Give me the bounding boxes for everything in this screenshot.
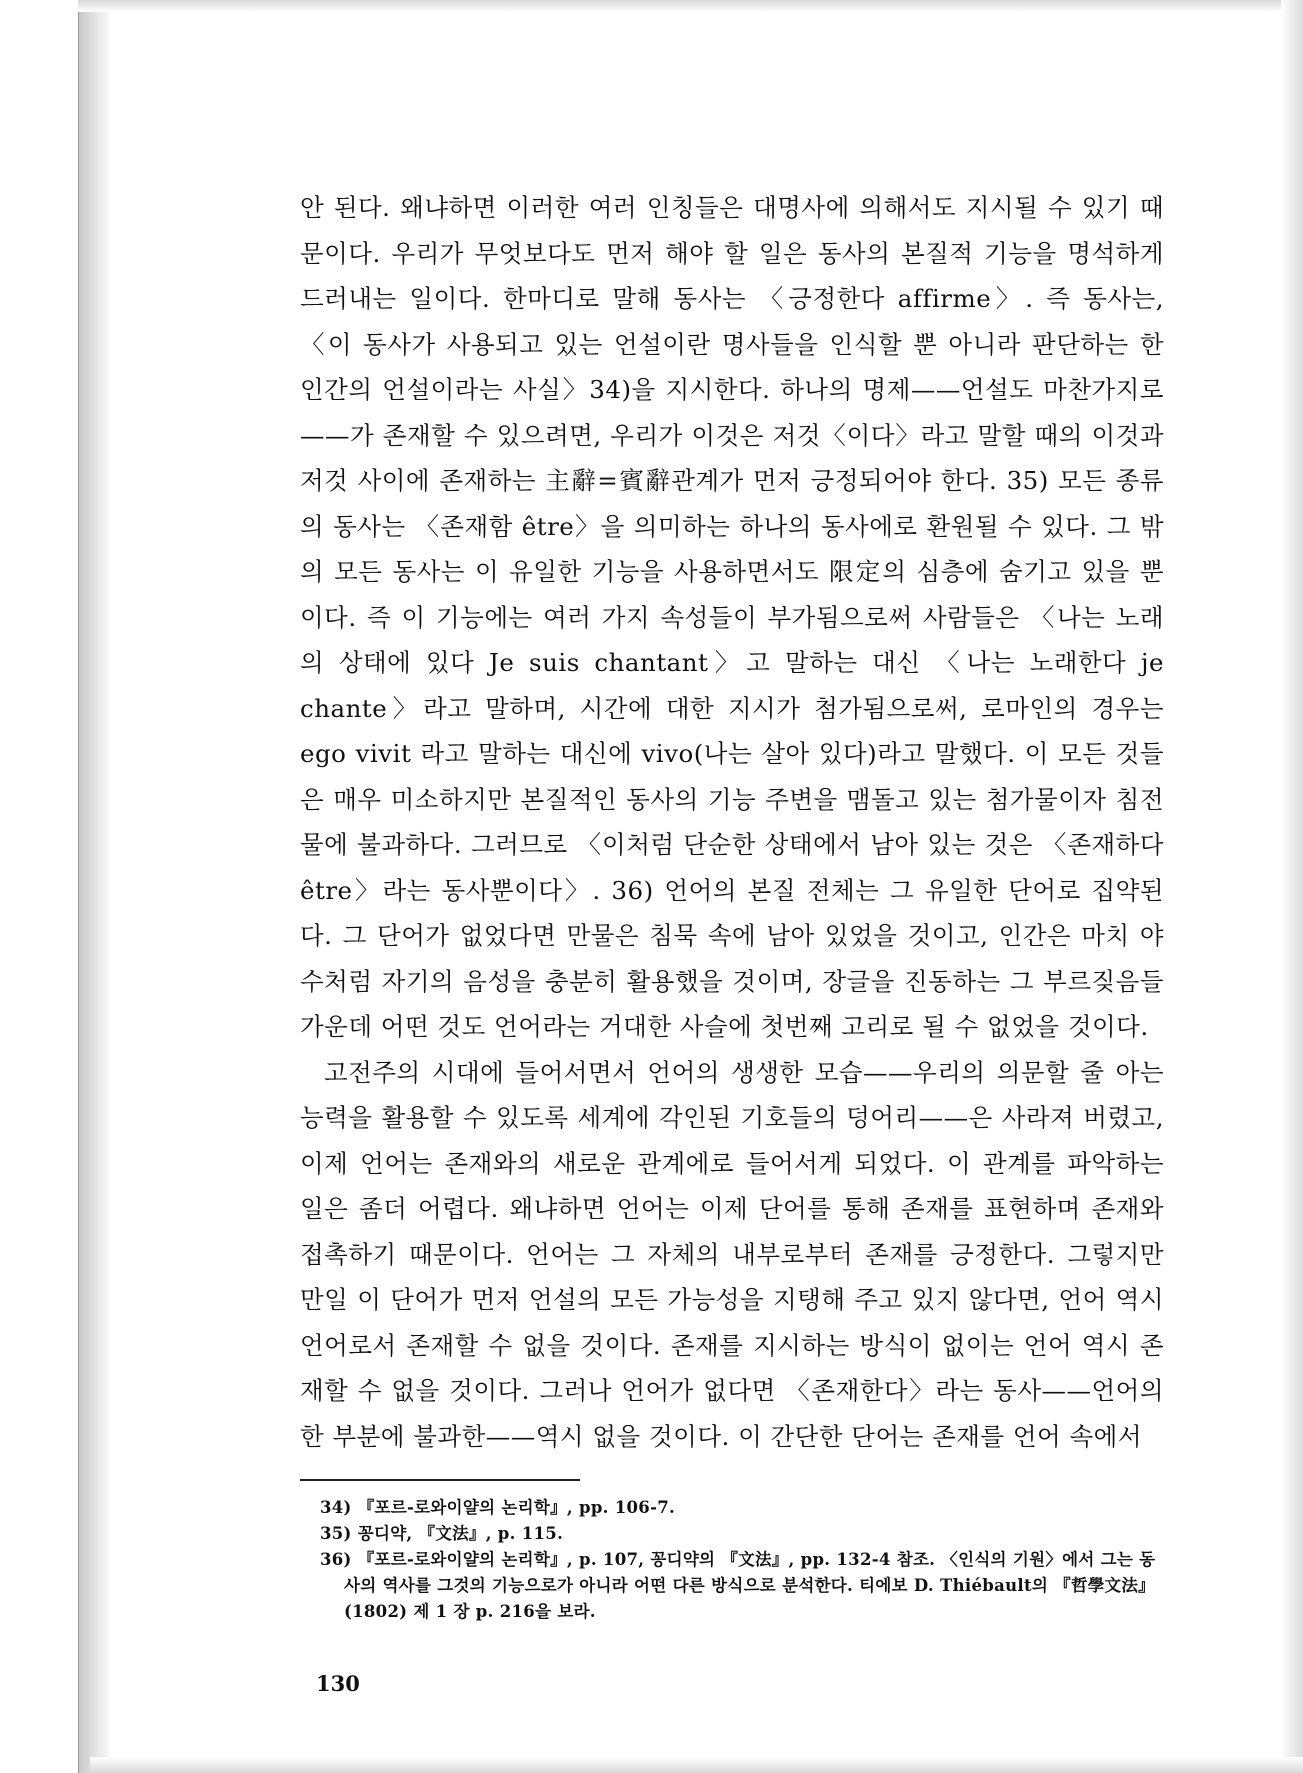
footnote-36: 36) 『포르-로와이얄의 논리학』, p. 107, 꽁디약의 『文法』, pp. 132-4 참조. 〈인식의 기원〉에서 그는 동사의 역사를 그것의 기능으로가 아니라 어떤 다른 방식으로 분석한다. 티에보 D. Thiébault의 『哲學文法』(1802) 제 1 장 p. 216을 보라. — [320, 1550, 1156, 1621]
page-right-shadow — [1281, 0, 1303, 1773]
book-page — [300, 185, 1164, 1696]
paragraph-1: 안 된다. 왜냐하면 이러한 여러 인칭들은 대명사에 의해서도 지시될 수 있기 때문이다. 우리가 무엇보다도 먼저 해야 할 일은 동사의 본질적 기능을 명석하게 드러내는 일이다. 한마디로 말해 동사는 〈긍정한다 affirme〉. 즉 동사는, 〈이 동사가 사용되고 있는 언설이란 명사들을 인식할 뿐 아니라 판단하는 한 인간의 언설이라는 사실〉34)을 지시한다. 하나의 명제——언설도 마찬가지로——가 존재할 수 있으려면, 우리가 이것은 저것〈이다〉라고 말할 때의 이것과 저것 사이에 존재하는 主辭=賓辭관계가 먼저 긍정되어야 한다. 35) 모든 종류의 동사는 〈존재함 être〉을 의미하는 하나의 동사에로 환원될 수 있다. 그 밖의 모든 동사는 이 유일한 기능을 사용하면서도 限定의 심층에 숨기고 있을 뿐이다. 즉 이 기능에는 여러 가지 속성들이 부가됨으로써 사람들은 〈나는 노래의 상태에 있다 Je suis chantant〉고 말하는 대신 〈나는 노래한다 je chante〉라고 말하며, 시간에 대한 지시가 첨가됨으로써, 로마인의 경우는 ego vivit 라고 말하는 대신에 vivo(나는 살아 있다)라고 말했다. 이 모든 것들은 매우 미소하지만 본질적인 동사의 기능 주변을 맴돌고 있는 첨가물이자 침전물에 불과하다. 그러므로 〈이처럼 단순한 상태에서 남아 있는 것은 〈존재하다 être〉라는 동사뿐이다〉. 36) 언어의 본질 전체는 그 유일한 단어로 집약된다. 그 단어가 없었다면 만물은 침묵 속에 남아 있었을 것이고, 인간은 마치 야수처럼 자기의 음성을 충분히 활용했을 것이며, 장글을 진동하는 그 부르짖음들 가운데 어떤 것도 언어라는 거대한 사슬에 첫번째 고리로 될 수 없었을 것이다. — [300, 193, 1164, 1041]
footnotes — [300, 1495, 1164, 1625]
page-bottom-shadow — [90, 1757, 1303, 1773]
body-text — [300, 185, 1164, 1459]
footnote-34: 34) 『포르-로와이얄의 논리학』, pp. 106-7. — [320, 1498, 676, 1517]
page-edge-shadow — [78, 0, 109, 1773]
page-number: 130 — [316, 1671, 360, 1696]
footnote-35: 35) 꽁디약, 『文法』, p. 115. — [320, 1524, 564, 1543]
footnote-divider — [300, 1479, 580, 1481]
paragraph-2: 고전주의 시대에 들어서면서 언어의 생생한 모습——우리의 의문할 줄 아는 능력을 활용할 수 있도록 세계에 각인된 기호들의 덩어리——은 사라져 버렸고, 이제 언어는 존재와의 새로운 관계에로 들어서게 되었다. 이 관계를 파악하는 일은 좀더 어렵다. 왜냐하면 언어는 이제 단어를 통해 존재를 표현하며 존재와 접촉하기 때문이다. 언어는 그 자체의 내부로부터 존재를 긍정한다. 그렇지만 만일 이 단어가 먼저 언설의 모든 가능성을 지탱해 주고 있지 않다면, 언어 역시 언어로서 존재할 수 없을 것이다. 존재를 지시하는 방식이 없이는 언어 역시 존재할 수 없을 것이다. 그러나 언어가 없다면 〈존재한다〉라는 동사——언어의 한 부분에 불과한——역시 없을 것이다. 이 간단한 단어는 존재를 언어 속에서 — [300, 1057, 1164, 1451]
page-top-shadow — [78, 0, 1303, 12]
